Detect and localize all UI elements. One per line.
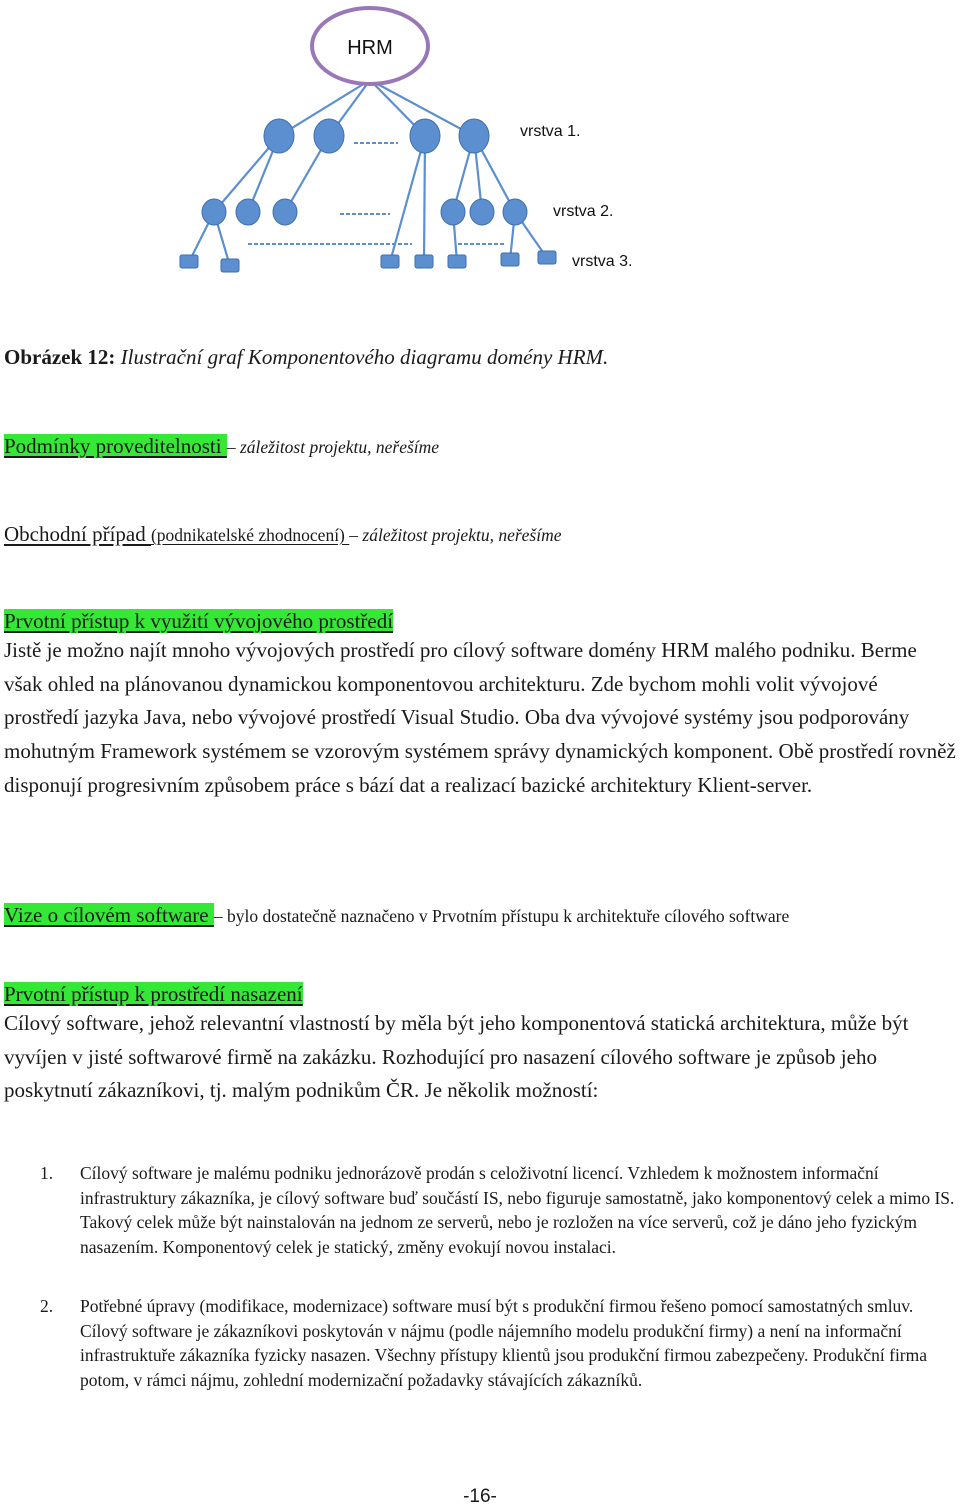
section-body: Cílový software, jehož relevantní vlastností by měla být jeho komponentová statická architektura, může být vyvíjen v jisté softwarové firmě na zakázku. Rozhodující pro nasazení cílového software je způsob jeho poskytnutí zákazníkovi, tj. malým podnikům ČR. Je několik možností: [4,1011,909,1103]
section-feasibility [4,434,956,459]
list-item-text: Cílový software je malému podniku jednorázově prodán s celoživotní licencí. Vzhledem k možnostem informační infrastruktury zákazníka, je cílový software buď součástí IS, nebo figuruje samostatně, jako komponentový celek a mimo IS. Takový celek může být nainstalován na jednom ze serverů, nebo je rozložen na více serverů, což je dáno jeho fyzickým nasazením. Komponentový celek je statický, změny evokují novou instalaci. [80,1163,955,1257]
section-heading: Obchodní případ [4,522,151,546]
layer-label-1: vrstva 1. [520,123,581,140]
list-item [40,1161,956,1259]
section-dev-environment [4,609,956,803]
section-heading: Vize o cílovém software [4,903,214,927]
layer-2-node [441,199,465,225]
list-item-text: Potřebné úpravy (modifikace, modernizace) software musí být s produkční firmou řešeno pomocí samostatných smluv. Cílový software je zákazníkovi poskytován v nájmu (podle nájemního modelu produkční firmy) a není na informační infrastruktuře zákazníka fyzicky nasazen. Všechny přístupy klientů jsou produkční firmou zabezpečeny. Produkční firma potom, v rámci nájmu, zohlední modernizační požadavky stávajících zákazníků. [80,1296,928,1390]
layer-3-node [538,251,556,264]
layer-1-node [410,119,440,153]
section-heading: Prvotní přístup k prostředí nasazení [4,982,303,1006]
layer-3-node [221,259,239,272]
layer-2-node [202,199,226,225]
section-body: Jistě je možno najít mnoho vývojových prostředí pro cílový software domény HRM malého podniku. Berme však ohled na plánovanou dynamickou komponentovou architekturu. Zde bychom mohli volit vývojové prostředí jazyka Java, nebo vývojové prostředí Visual Studio. Oba dva vývojové systémy jsou podporovány mohutným Framework systémem se vzorovým systémem správy dynamických komponent. Obě prostředí rovněž disponují progresivním způsobem práce s bází dat a realizací bazické architektury Klient-server. [4,638,956,797]
diagram-edge [424,136,425,262]
section-heading-sub: (podnikatelské zhodnocení) [150,525,350,545]
layer-2-node [503,199,527,225]
layer-3-node [501,253,519,266]
caption-text: Ilustrační graf Komponentového diagramu domény HRM. [120,345,609,369]
section-business-case [4,522,956,547]
layer-2-node [273,199,297,225]
layer-2-node [236,199,260,225]
section-heading: Podmínky proveditelnosti [4,434,227,458]
list-item [40,1294,956,1392]
layer-3-node [381,255,399,268]
caption-label: Obrázek 12: [4,345,116,369]
list-item-number: 1. [40,1163,54,1183]
diagram-nodes [180,119,556,272]
layer-label-3: vrstva 3. [572,253,633,270]
layer-3-node [415,255,433,268]
section-note: – záležitost projektu, neřešíme [349,525,562,545]
page-number: -16- [463,1486,497,1507]
layer-3-node [448,255,466,268]
figure-caption [4,345,956,370]
layer-2-node [470,199,494,225]
section-note: – bylo dostatečně naznačeno v Prvotním přístupu k architektuře cílového software [213,906,790,926]
section-heading: Prvotní přístup k využití vývojového prostředí [4,609,394,633]
section-deployment [4,982,956,1108]
layer-label-2: vrstva 2. [553,203,614,220]
component-diagram [0,0,960,290]
layer-1-node [264,119,294,153]
section-note: – záležitost projektu, neřešíme [226,437,440,457]
layer-1-node [314,119,344,153]
section-vision [4,903,956,928]
diagram-edges [189,80,547,266]
layer-3-node [180,255,198,268]
diagram-dashed-connectors [248,143,504,244]
hrm-root-label: HRM [347,37,393,59]
list-item-number: 2. [40,1296,54,1316]
layer-1-node [459,119,489,153]
